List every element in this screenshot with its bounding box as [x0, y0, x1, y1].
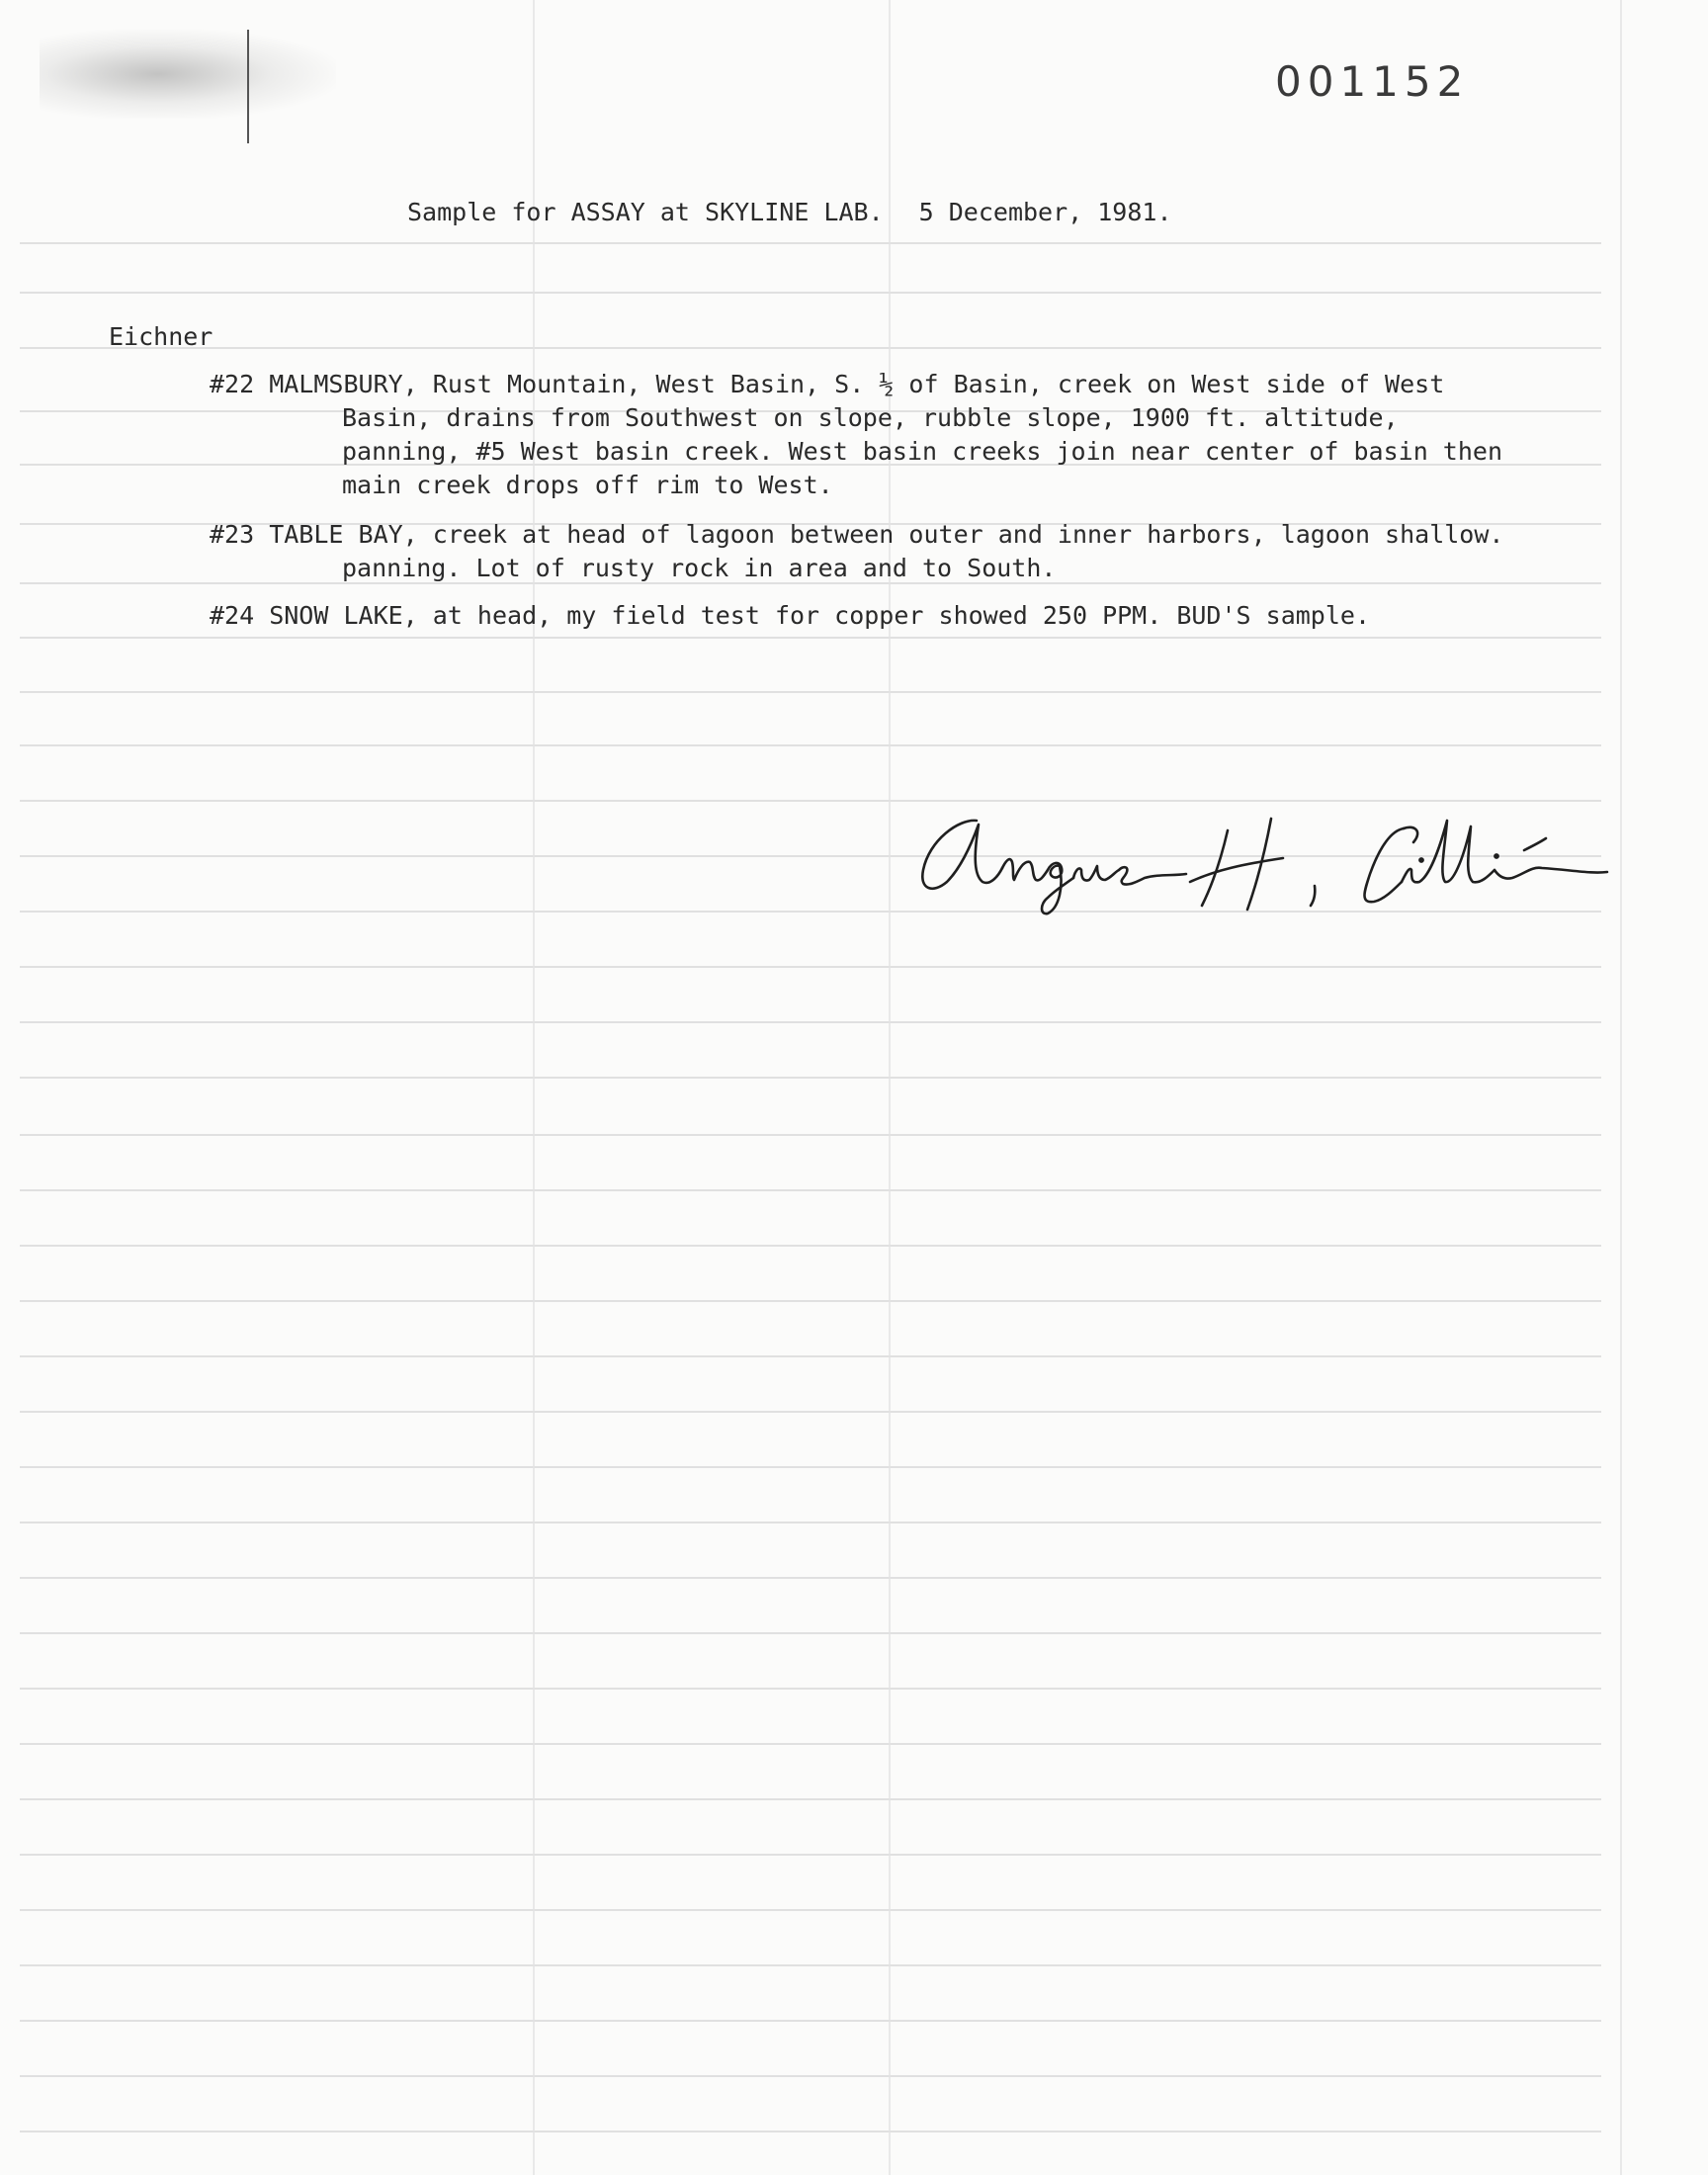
- entry-line: #22 MALMSBURY, Rust Mountain, West Basin, S. ½ of Basin, creek on West side of West: [210, 370, 1445, 398]
- entry-line: Basin, drains from Southwest on slope, rubble slope, 1900 ft. altitude,: [342, 403, 1399, 432]
- entry-line: #24 SNOW LAKE, at head, my field test for copper showed 250 PPM. BUD'S sample.: [210, 601, 1370, 630]
- entry-line: #23 TABLE BAY, creek at head of lagoon between outer and inner harbors, lagoon shallow.: [210, 520, 1504, 549]
- handwritten-signature-icon: [899, 791, 1611, 929]
- recipient-name: Eichner: [109, 322, 214, 351]
- scan-mark: [247, 30, 249, 143]
- document-date: 5 December, 1981.: [918, 198, 1172, 226]
- document-heading: [407, 198, 1172, 226]
- document-title: Sample for ASSAY at SKYLINE LAB.: [407, 198, 884, 226]
- scan-smudge: [40, 30, 336, 119]
- document-number: 001152: [1275, 57, 1470, 106]
- entry-line: main creek drops off rim to West.: [342, 471, 833, 499]
- sample-entry-23: [210, 518, 1653, 585]
- sample-entry-24: [210, 599, 1653, 633]
- entry-line: panning. Lot of rusty rock in area and to South.: [342, 554, 1057, 582]
- sample-entry-22: [210, 368, 1653, 502]
- signature: [899, 791, 1611, 929]
- entry-line: panning, #5 West basin creek. West basin creeks join near center of basin then: [342, 437, 1502, 466]
